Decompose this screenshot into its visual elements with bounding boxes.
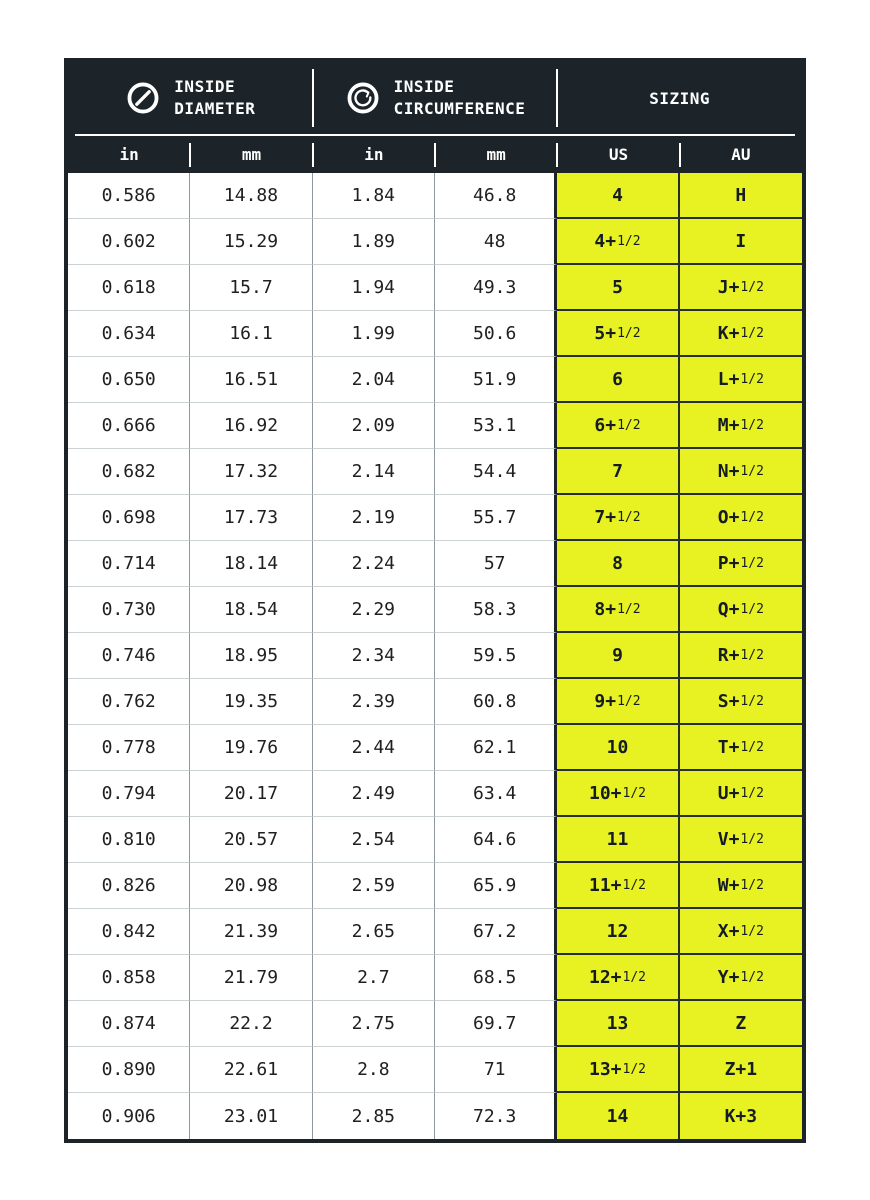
diameter-in-cell: 0.778	[68, 725, 190, 771]
diameter-mm-cell: 16.51	[190, 357, 312, 403]
diameter-mm-cell: 18.95	[190, 633, 312, 679]
table-row	[68, 357, 802, 403]
au-size-cell: O+ 1/2	[680, 495, 802, 541]
diameter-mm-cell: 15.29	[190, 219, 312, 265]
diameter-in-cell: 0.810	[68, 817, 190, 863]
diameter-mm-cell: 17.32	[190, 449, 312, 495]
table-row	[68, 403, 802, 449]
circumference-mm-cell: 68.5	[435, 955, 557, 1001]
us-size-cell: 10	[557, 725, 679, 771]
circumference-in-cell: 2.09	[313, 403, 435, 449]
us-size-cell: 9	[557, 633, 679, 679]
diameter-in-cell: 0.666	[68, 403, 190, 449]
diameter-in-cell: 0.714	[68, 541, 190, 587]
au-size-cell: W+ 1/2	[680, 863, 802, 909]
table-body	[68, 173, 802, 1139]
diameter-mm-cell: 16.1	[190, 311, 312, 357]
header-label-line2: DIAMETER	[174, 99, 256, 118]
table-row	[68, 1047, 802, 1093]
table-row	[68, 541, 802, 587]
column-header-us-size: US	[557, 136, 679, 173]
circumference-in-cell: 2.04	[313, 357, 435, 403]
table-row	[68, 495, 802, 541]
us-size-cell: 6+ 1/2	[557, 403, 679, 449]
au-size-cell: Y+ 1/2	[680, 955, 802, 1001]
table-row	[68, 311, 802, 357]
circumference-in-cell: 2.7	[313, 955, 435, 1001]
circumference-mm-cell: 63.4	[435, 771, 557, 817]
diameter-in-cell: 0.906	[68, 1093, 190, 1139]
au-size-cell: T+ 1/2	[680, 725, 802, 771]
table-row	[68, 633, 802, 679]
diameter-in-cell: 0.762	[68, 679, 190, 725]
circumference-mm-cell: 50.6	[435, 311, 557, 357]
circumference-mm-cell: 71	[435, 1047, 557, 1093]
diameter-in-cell: 0.634	[68, 311, 190, 357]
us-size-cell: 10+ 1/2	[557, 771, 679, 817]
circumference-in-cell: 1.94	[313, 265, 435, 311]
header-label-sizing: SIZING	[649, 88, 711, 108]
table-row	[68, 219, 802, 265]
au-size-cell: Q+ 1/2	[680, 587, 802, 633]
circumference-mm-cell: 67.2	[435, 909, 557, 955]
table-row	[68, 955, 802, 1001]
au-size-cell: M+ 1/2	[680, 403, 802, 449]
diameter-mm-cell: 16.92	[190, 403, 312, 449]
header-label-line2: CIRCUMFERENCE	[393, 99, 526, 118]
column-header-au-size: AU	[680, 136, 802, 173]
column-header-diameter-mm: mm	[190, 136, 312, 173]
ring-size-table	[64, 58, 806, 1143]
diameter-in-cell: 0.874	[68, 1001, 190, 1047]
au-size-cell: I	[680, 219, 802, 265]
circumference-in-cell: 2.44	[313, 725, 435, 771]
diameter-in-cell: 0.698	[68, 495, 190, 541]
diameter-mm-cell: 23.01	[190, 1093, 312, 1139]
circumference-in-cell: 2.75	[313, 1001, 435, 1047]
diameter-in-cell: 0.602	[68, 219, 190, 265]
circumference-in-cell: 2.59	[313, 863, 435, 909]
circumference-mm-cell: 72.3	[435, 1093, 557, 1139]
circumference-mm-cell: 49.3	[435, 265, 557, 311]
us-size-cell: 7+ 1/2	[557, 495, 679, 541]
table-row	[68, 771, 802, 817]
table-row	[68, 817, 802, 863]
au-size-cell: H	[680, 173, 802, 219]
circumference-in-cell: 2.34	[313, 633, 435, 679]
circumference-mm-cell: 64.6	[435, 817, 557, 863]
diameter-in-cell: 0.826	[68, 863, 190, 909]
header-inside-circumference	[313, 62, 558, 134]
au-size-cell: L+ 1/2	[680, 357, 802, 403]
diameter-mm-cell: 18.14	[190, 541, 312, 587]
au-size-cell: K+3	[680, 1093, 802, 1139]
us-size-cell: 5	[557, 265, 679, 311]
circumference-in-cell: 1.84	[313, 173, 435, 219]
table-row	[68, 587, 802, 633]
header-label-line1: INSIDE	[174, 77, 236, 97]
au-size-cell: Z+1	[680, 1047, 802, 1093]
diameter-in-cell: 0.890	[68, 1047, 190, 1093]
table-row	[68, 449, 802, 495]
circumference-icon	[345, 80, 381, 116]
column-header-circumference-mm: mm	[435, 136, 557, 173]
circumference-in-cell: 2.49	[313, 771, 435, 817]
circumference-mm-cell: 48	[435, 219, 557, 265]
diameter-mm-cell: 21.79	[190, 955, 312, 1001]
diameter-in-cell: 0.586	[68, 173, 190, 219]
us-size-cell: 8+ 1/2	[557, 587, 679, 633]
header-inside-diameter	[68, 62, 313, 134]
circumference-mm-cell: 51.9	[435, 357, 557, 403]
circumference-mm-cell: 62.1	[435, 725, 557, 771]
diameter-mm-cell: 14.88	[190, 173, 312, 219]
us-size-cell: 4+ 1/2	[557, 219, 679, 265]
column-header-circumference-in: in	[313, 136, 435, 173]
diameter-in-cell: 0.842	[68, 909, 190, 955]
diameter-in-cell: 0.682	[68, 449, 190, 495]
circumference-mm-cell: 60.8	[435, 679, 557, 725]
diameter-in-cell: 0.618	[68, 265, 190, 311]
circumference-in-cell: 2.24	[313, 541, 435, 587]
circumference-in-cell: 2.85	[313, 1093, 435, 1139]
circumference-in-cell: 2.29	[313, 587, 435, 633]
table-row	[68, 725, 802, 771]
us-size-cell: 6	[557, 357, 679, 403]
column-header-row	[68, 136, 802, 173]
header-sizing	[557, 62, 802, 134]
diameter-mm-cell: 17.73	[190, 495, 312, 541]
au-size-cell: J+ 1/2	[680, 265, 802, 311]
us-size-cell: 9+ 1/2	[557, 679, 679, 725]
us-size-cell: 12	[557, 909, 679, 955]
circumference-in-cell: 1.99	[313, 311, 435, 357]
circumference-mm-cell: 55.7	[435, 495, 557, 541]
table-row	[68, 173, 802, 219]
circumference-mm-cell: 58.3	[435, 587, 557, 633]
au-size-cell: V+ 1/2	[680, 817, 802, 863]
diameter-in-cell: 0.730	[68, 587, 190, 633]
circumference-mm-cell: 46.8	[435, 173, 557, 219]
diameter-mm-cell: 20.57	[190, 817, 312, 863]
circumference-mm-cell: 65.9	[435, 863, 557, 909]
table-row	[68, 1001, 802, 1047]
diameter-in-cell: 0.858	[68, 955, 190, 1001]
diameter-mm-cell: 20.98	[190, 863, 312, 909]
us-size-cell: 11+ 1/2	[557, 863, 679, 909]
circumference-in-cell: 2.14	[313, 449, 435, 495]
us-size-cell: 5+ 1/2	[557, 311, 679, 357]
us-size-cell: 14	[557, 1093, 679, 1139]
table-row	[68, 863, 802, 909]
circumference-mm-cell: 57	[435, 541, 557, 587]
circumference-in-cell: 2.39	[313, 679, 435, 725]
circumference-in-cell: 2.54	[313, 817, 435, 863]
au-size-cell: U+ 1/2	[680, 771, 802, 817]
diameter-icon	[125, 80, 161, 116]
circumference-in-cell: 2.19	[313, 495, 435, 541]
au-size-cell: N+ 1/2	[680, 449, 802, 495]
header-label-line1: INSIDE	[393, 77, 455, 97]
header-label-inside-diameter	[174, 76, 255, 119]
us-size-cell: 11	[557, 817, 679, 863]
us-size-cell: 8	[557, 541, 679, 587]
circumference-in-cell: 2.8	[313, 1047, 435, 1093]
diameter-mm-cell: 18.54	[190, 587, 312, 633]
diameter-in-cell: 0.650	[68, 357, 190, 403]
circumference-mm-cell: 69.7	[435, 1001, 557, 1047]
diameter-mm-cell: 15.7	[190, 265, 312, 311]
circumference-mm-cell: 59.5	[435, 633, 557, 679]
circumference-mm-cell: 53.1	[435, 403, 557, 449]
us-size-cell: 12+ 1/2	[557, 955, 679, 1001]
table-row	[68, 1093, 802, 1139]
us-size-cell: 13+ 1/2	[557, 1047, 679, 1093]
diameter-mm-cell: 20.17	[190, 771, 312, 817]
circumference-mm-cell: 54.4	[435, 449, 557, 495]
diameter-mm-cell: 19.35	[190, 679, 312, 725]
diameter-mm-cell: 19.76	[190, 725, 312, 771]
table-row	[68, 265, 802, 311]
table-row	[68, 679, 802, 725]
us-size-cell: 7	[557, 449, 679, 495]
au-size-cell: K+ 1/2	[680, 311, 802, 357]
table-row	[68, 909, 802, 955]
us-size-cell: 13	[557, 1001, 679, 1047]
column-header-diameter-in: in	[119, 145, 139, 164]
au-size-cell: R+ 1/2	[680, 633, 802, 679]
diameter-mm-cell: 22.61	[190, 1047, 312, 1093]
header-label-inside-circumference	[394, 76, 526, 119]
diameter-in-cell: 0.746	[68, 633, 190, 679]
au-size-cell: X+ 1/2	[680, 909, 802, 955]
diameter-in-cell: 0.794	[68, 771, 190, 817]
au-size-cell: S+ 1/2	[680, 679, 802, 725]
table-header	[68, 62, 802, 173]
us-size-cell: 4	[557, 173, 679, 219]
diameter-mm-cell: 21.39	[190, 909, 312, 955]
diameter-mm-cell: 22.2	[190, 1001, 312, 1047]
au-size-cell: Z	[680, 1001, 802, 1047]
au-size-cell: P+ 1/2	[680, 541, 802, 587]
header-groups	[68, 62, 802, 134]
circumference-in-cell: 2.65	[313, 909, 435, 955]
circumference-in-cell: 1.89	[313, 219, 435, 265]
